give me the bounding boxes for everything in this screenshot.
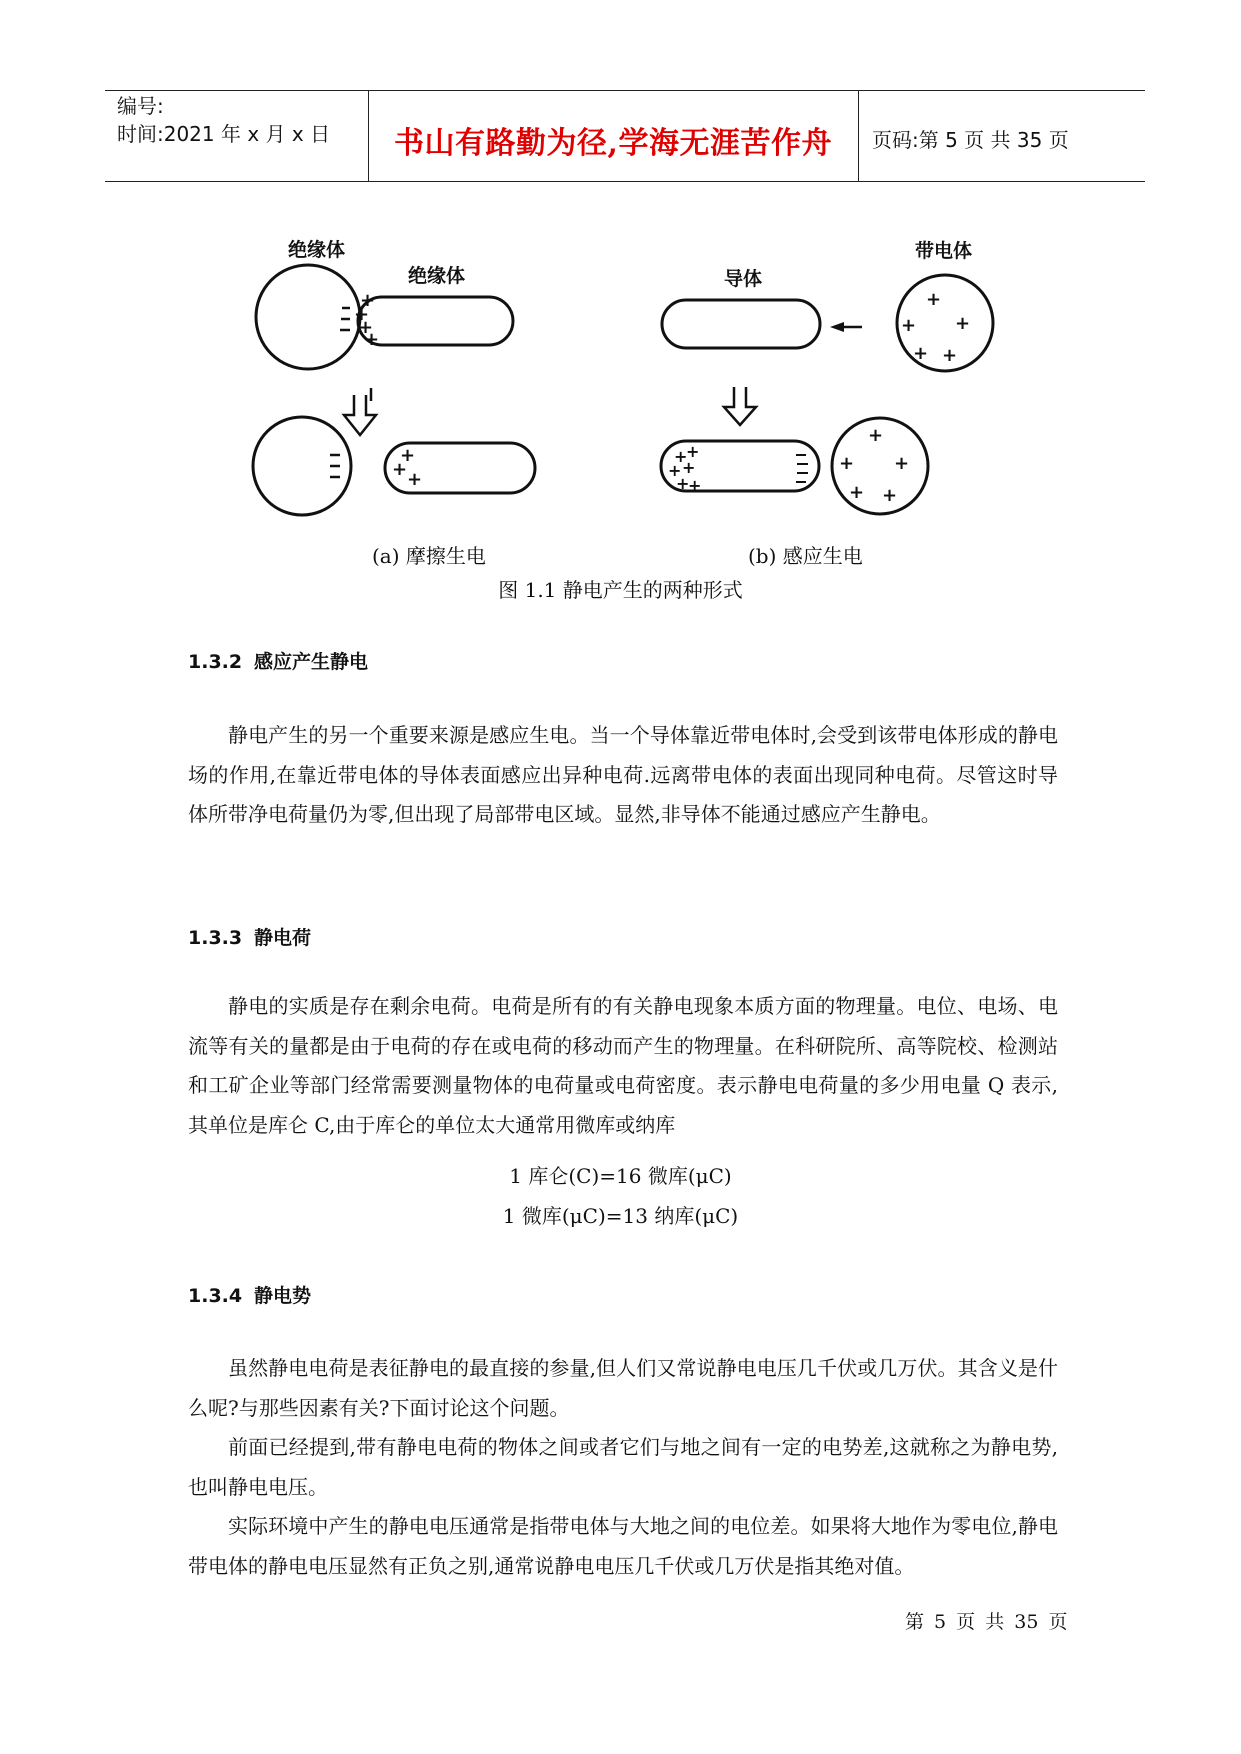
svg-text:+: +: [668, 461, 682, 480]
svg-text:+: +: [955, 313, 971, 334]
header-info: [117, 92, 330, 148]
figure-diagram: [250, 235, 1010, 535]
section-heading: [188, 923, 311, 950]
svg-text:+: +: [682, 458, 696, 477]
header-top-rule: [105, 90, 1145, 91]
number-label: 编号:: [117, 94, 164, 118]
figure-title: 图 1.1 静电产生的两种形式: [498, 578, 743, 602]
conductor-rod: [662, 300, 820, 348]
insulator-rod: [358, 297, 513, 345]
svg-text:+: +: [688, 476, 702, 495]
svg-text:+: +: [360, 290, 376, 311]
svg-text:+: +: [901, 315, 917, 336]
svg-text:+: +: [676, 474, 690, 493]
svg-text:+: +: [894, 453, 910, 474]
header-bottom-rule: [105, 181, 1145, 182]
paragraph: 静电的实质是存在剩余电荷。电荷是所有的有关静电现象本质方面的物理量。电位、电场、电流等有关的量都是由于电荷的存在或电荷的移动而产生的物理量。在科研院所、高等院校、检测站和工矿企业等部门经常需要测量物体的电荷量或电荷密度。表示静电电荷量的多少用电量 Q 表示,其单位是库仑 C,由于库仑的单位太大通常用微库或纳库: [188, 994, 1058, 1137]
insulator-sphere: [256, 265, 360, 369]
down-arrow-b: [724, 387, 756, 425]
label-charged-body: 带电体: [915, 240, 973, 262]
induced-negative-charges: [796, 455, 808, 482]
svg-text:+: +: [358, 317, 374, 338]
svg-text:+: +: [354, 304, 370, 325]
negative-charges: [340, 308, 350, 330]
section-title: 感应产生静电: [254, 651, 369, 673]
time-label: 时间:2021 年 x 月 x 日: [117, 122, 331, 146]
svg-text:+: +: [674, 447, 688, 466]
svg-text:+: +: [926, 289, 942, 310]
section-heading: [188, 1281, 311, 1308]
section-title: 静电势: [254, 1285, 312, 1307]
section-body: [188, 1349, 1058, 1586]
svg-text:+: +: [849, 482, 865, 503]
section-number: 1.3.2: [188, 651, 243, 673]
svg-text:+: +: [686, 442, 700, 461]
header-motto: 书山有路勤为径,学海无涯苦作舟: [394, 126, 832, 161]
paragraph: 虽然静电电荷是表征静电的最直接的参量,但人们又常说静电电压几千伏或几万伏。其含义是什么呢?与那些因素有关?下面讨论这个问题。: [188, 1356, 1058, 1420]
label-insulator-right: 绝缘体: [408, 265, 466, 287]
positive-charges-separated: [392, 445, 422, 490]
svg-text:+: +: [868, 425, 884, 446]
section-body: [188, 987, 1058, 1145]
svg-text:+: +: [913, 343, 929, 364]
negative-charges-separated: [330, 455, 340, 477]
section-number: 1.3.3: [188, 927, 243, 949]
section-body: [188, 716, 1058, 835]
paragraph: 前面已经提到,带有静电电荷的物体之间或者它们与地之间有一定的电势差,这就称之为静电势,也叫静电电压。: [188, 1435, 1058, 1499]
svg-text:+: +: [392, 459, 408, 480]
paragraph: 静电产生的另一个重要来源是感应生电。当一个导体靠近带电体时,会受到该带电体形成的静电场的作用,在靠近带电体的导体表面感应出异种电荷.远离带电体的表面出现同种电荷。尽管这时导体所带净电荷量仍为零,但出现了局部带电区域。显然,非导体不能通过感应产生静电。: [188, 723, 1058, 826]
down-arrow-a: [344, 388, 376, 435]
caption-a: (a) 摩擦生电: [372, 544, 486, 568]
svg-text:+: +: [839, 453, 855, 474]
svg-text:+: +: [407, 469, 423, 490]
caption-b: (b) 感应生电: [748, 544, 863, 568]
svg-text:+: +: [400, 445, 416, 466]
header-divider: [858, 90, 859, 182]
section-number: 1.3.4: [188, 1285, 243, 1307]
sphere-charges-near: [839, 425, 909, 506]
label-conductor: 导体: [724, 268, 763, 290]
paragraph: 实际环境中产生的静电电压通常是指带电体与大地之间的电位差。如果将大地作为零电位,静电带电体的静电电压显然有正负之别,通常说静电电压几千伏或几万伏是指其绝对值。: [188, 1514, 1058, 1578]
formula: 1 微库(μC)=13 纳库(μC): [502, 1204, 739, 1228]
label-insulator-left: 绝缘体: [288, 239, 346, 261]
formula: 1 库仑(C)=16 微库(μC): [509, 1164, 732, 1188]
section-heading: [188, 647, 368, 674]
sphere-charges: [901, 289, 970, 366]
svg-text:+: +: [942, 345, 958, 366]
approach-arrow: [830, 322, 862, 332]
svg-text:+: +: [882, 485, 898, 506]
page-footer: 第 5 页 共 35 页: [905, 1611, 1068, 1633]
header-page-label: 页码:第 5 页 共 35 页: [872, 128, 1069, 152]
section-title: 静电荷: [254, 927, 312, 949]
svg-text:+: +: [364, 329, 380, 350]
